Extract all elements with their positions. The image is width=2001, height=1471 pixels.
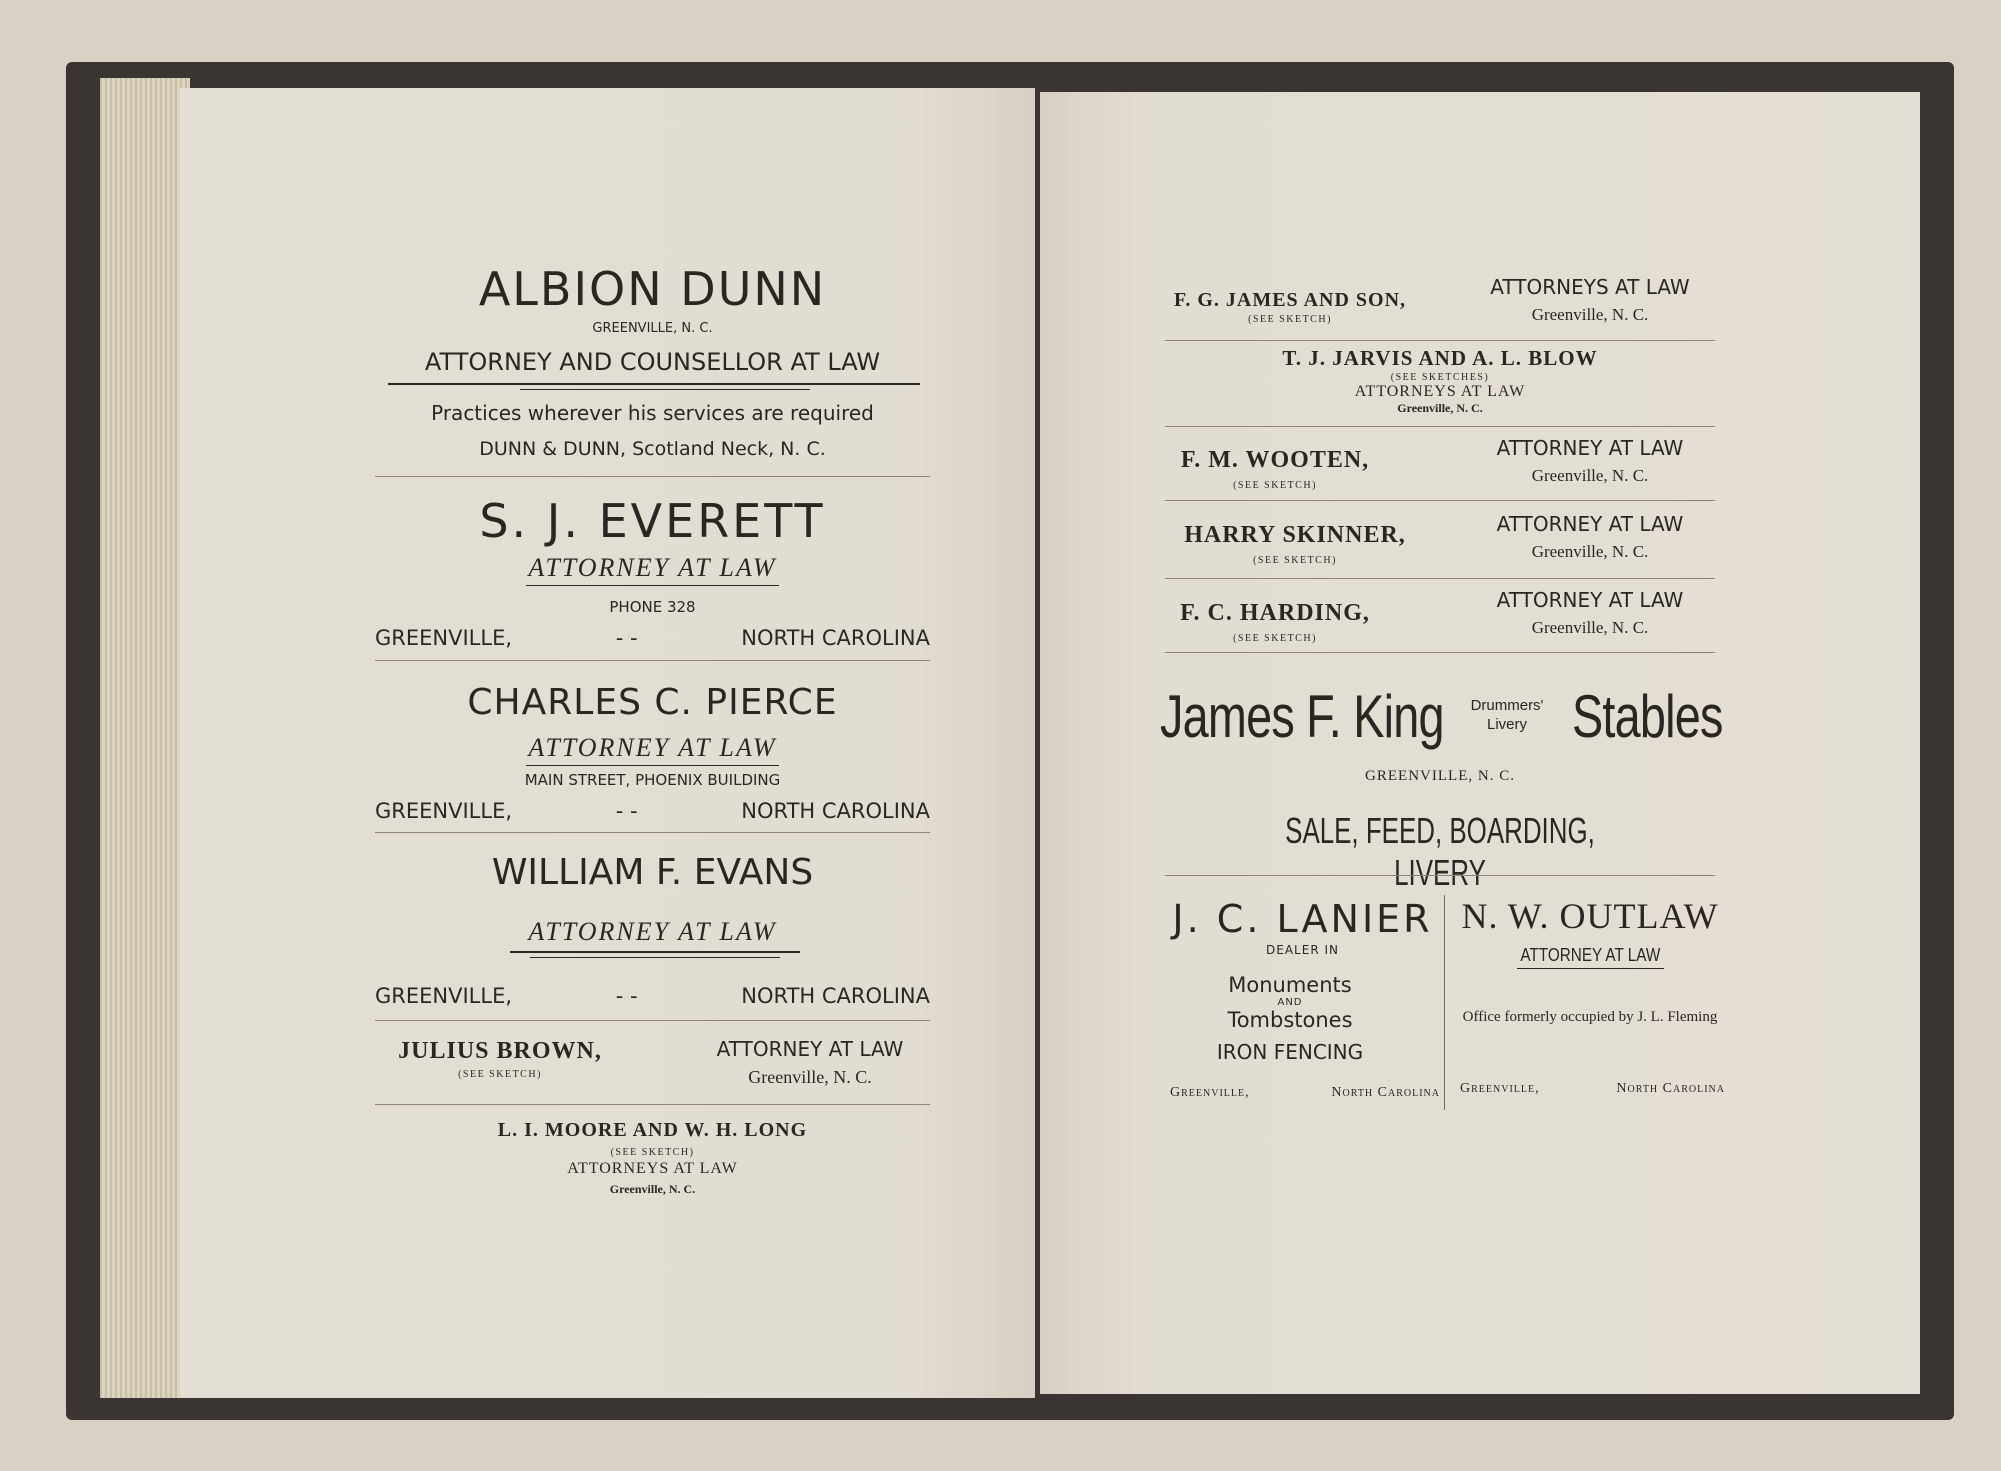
everett-sep: - -: [615, 626, 638, 650]
everett-location: [375, 626, 930, 650]
pierce-address: MAIN STREET, PHOENIX BUILDING: [524, 771, 781, 789]
divider: [1165, 500, 1715, 501]
outlaw-title: ATTORNEY AT LAW: [1517, 945, 1664, 969]
skinner-name: HARRY SKINNER,: [1184, 522, 1406, 548]
jarvis-name: T. J. JARVIS AND A. L. BLOW: [1282, 346, 1598, 370]
king-services: SALE, FEED, BOARDING, LIVERY: [1285, 810, 1595, 893]
dunn-firm: DUNN & DUNN, Scotland Neck, N. C.: [479, 438, 826, 460]
lanier-city: Greenville,: [1170, 1085, 1250, 1100]
james-title: ATTORNEYS AT LAW: [1490, 275, 1690, 299]
dunn-underline-short: [520, 389, 810, 390]
skinner-title: ATTORNEY AT LAW: [1496, 512, 1684, 536]
lanier-state: North Carolina: [1331, 1085, 1440, 1100]
divider: [375, 476, 930, 477]
dunn-name: ALBION DUNN: [478, 262, 827, 316]
evans-name: WILLIAM F. EVANS: [491, 852, 814, 893]
divider: [375, 660, 930, 661]
everett-state: NORTH CAROLINA: [741, 626, 930, 650]
dunn-underline: [388, 383, 920, 385]
jarvis-sketch: (SEE SKETCHES): [1390, 372, 1490, 383]
evans-city: GREENVILLE,: [375, 984, 513, 1008]
wooten-city: Greenville, N. C.: [1531, 466, 1649, 485]
evans-underline: [510, 951, 800, 953]
wooten-title: ATTORNEY AT LAW: [1496, 436, 1684, 460]
evans-title-wrap: [375, 917, 930, 947]
wooten-name: F. M. WOOTEN,: [1180, 447, 1370, 473]
outlaw-office: Office formerly occupied by J. L. Fleming: [1462, 1009, 1718, 1025]
lanier-tombstones: Tombstones: [1227, 1008, 1353, 1032]
divider: [1165, 875, 1715, 876]
column-divider: [1444, 895, 1445, 1110]
pierce-title: ATTORNEY AT LAW: [526, 733, 778, 766]
moore-city: Greenville, N. C.: [609, 1182, 696, 1196]
divider: [1165, 652, 1715, 653]
brown-sketch: (SEE SKETCH): [458, 1069, 542, 1080]
brown-title: ATTORNEY AT LAW: [716, 1037, 904, 1061]
pierce-state: NORTH CAROLINA: [741, 799, 930, 823]
moore-name: L. I. MOORE AND W. H. LONG: [497, 1119, 808, 1141]
king-name: James F. King: [1160, 683, 1444, 750]
james-name: F. G. JAMES AND SON,: [1173, 289, 1407, 311]
evans-sep: - -: [615, 984, 638, 1008]
brown-name: JULIUS BROWN,: [398, 1038, 602, 1064]
harding-name: F. C. HARDING,: [1180, 600, 1370, 626]
divider: [1165, 578, 1715, 579]
king-city: GREENVILLE, N. C.: [1365, 768, 1515, 784]
king-stables: Stables: [1572, 683, 1723, 750]
divider: [375, 1104, 930, 1105]
everett-city: GREENVILLE,: [375, 626, 513, 650]
moore-sketch: (SEE SKETCH): [610, 1147, 695, 1158]
everett-title-wrap: [375, 553, 930, 586]
pierce-name: CHARLES C. PIERCE: [467, 682, 838, 723]
lanier-monuments: Monuments: [1228, 973, 1352, 997]
page-edges: [100, 78, 190, 1398]
wooten-sketch: (SEE SKETCH): [1233, 480, 1317, 491]
lanier-name: J. C. LANIER: [1172, 897, 1433, 941]
pierce-location: [375, 799, 930, 823]
james-city: Greenville, N. C.: [1531, 305, 1649, 324]
jarvis-city: Greenville, N. C.: [1397, 401, 1483, 415]
evans-state: NORTH CAROLINA: [741, 984, 930, 1008]
harding-sketch: (SEE SKETCH): [1233, 633, 1317, 644]
skinner-city: Greenville, N. C.: [1531, 542, 1649, 561]
jarvis-title: ATTORNEYS AT LAW: [1354, 383, 1526, 400]
evans-title: ATTORNEY AT LAW: [528, 917, 777, 946]
evans-underline-short: [530, 957, 780, 958]
everett-phone: PHONE 328: [609, 598, 696, 616]
divider: [1165, 340, 1715, 341]
lanier-dealer: DEALER IN: [1266, 943, 1339, 957]
james-sketch: (SEE SKETCH): [1248, 314, 1332, 325]
evans-location: [375, 984, 930, 1008]
king-small1: Drummers': [1470, 697, 1544, 714]
everett-name: S. J. EVERETT: [479, 494, 826, 548]
outlaw-name: N. W. OUTLAW: [1461, 896, 1719, 936]
harding-city: Greenville, N. C.: [1531, 618, 1649, 637]
everett-title: ATTORNEY AT LAW: [526, 553, 778, 586]
pierce-sep: - -: [615, 799, 638, 823]
harding-title: ATTORNEY AT LAW: [1496, 588, 1684, 612]
divider: [1165, 426, 1715, 427]
skinner-sketch: (SEE SKETCH): [1253, 555, 1337, 566]
lanier-and: AND: [1277, 997, 1303, 1008]
pierce-title-wrap: [375, 733, 930, 766]
king-small2: Livery: [1486, 716, 1527, 733]
dunn-city: GREENVILLE, N. C.: [592, 321, 713, 336]
lanier-fencing: IRON FENCING: [1216, 1040, 1364, 1064]
pierce-city: GREENVILLE,: [375, 799, 513, 823]
dunn-practice: Practices wherever his services are required: [431, 401, 874, 425]
outlaw-city: Greenville,: [1460, 1081, 1540, 1096]
divider: [375, 1020, 930, 1021]
divider: [375, 832, 930, 833]
brown-city: Greenville, N. C.: [748, 1067, 872, 1087]
moore-title: ATTORNEYS AT LAW: [567, 1160, 738, 1177]
dunn-title: ATTORNEY AND COUNSELLOR AT LAW: [424, 348, 881, 376]
outlaw-state: North Carolina: [1616, 1081, 1725, 1096]
